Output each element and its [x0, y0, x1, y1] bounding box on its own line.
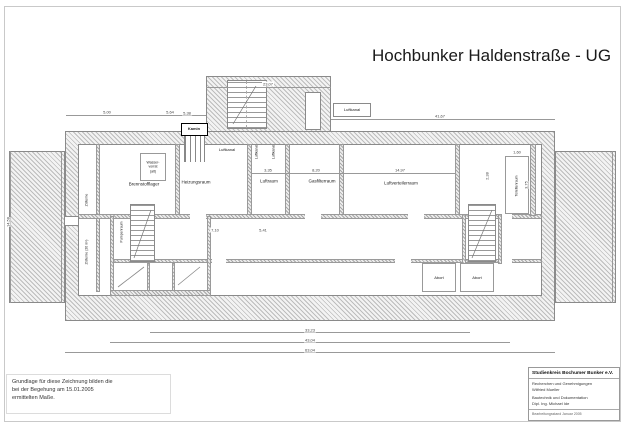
wasser-line3: (alt) — [149, 169, 157, 174]
dim-3-35: 3,35 — [264, 167, 272, 173]
dim-5-41: 5,41 — [259, 227, 267, 233]
wall-vert-1 — [247, 144, 252, 216]
wall-vert-2 — [285, 144, 290, 216]
dim-14-97: 14,97 — [394, 167, 406, 173]
wall-vert-4 — [455, 144, 460, 216]
page-title: Hochbunker Haldenstraße - UG — [372, 46, 612, 65]
wall-vert-brennstoff — [175, 144, 180, 216]
title-block-role2: Bautechnik und Dokumentation — [532, 395, 588, 400]
room-label-luftkanal-top: Luftkanal — [343, 106, 361, 112]
title-block-person1: Wilfried Mueller — [532, 387, 560, 392]
title-block-role1: Recherchen und Genehmigungen — [532, 381, 593, 386]
dim-7-10: 7,10 — [211, 227, 219, 233]
dim-1-60: 1,60 — [513, 149, 521, 155]
dim-8-20: 8,20 — [312, 167, 320, 173]
door-gap-1 — [190, 214, 206, 219]
room-label-pumpenraum: Pumpenraum — [119, 221, 124, 243]
note-line-3: ermittelten Maße. — [12, 394, 55, 401]
wall-stair-right-1 — [462, 214, 466, 264]
room-label-luftkanal-corridor: Luftkanal — [218, 146, 236, 152]
dim-63-04: 63,04 — [304, 347, 316, 353]
dim-23-07: 23,07 — [262, 81, 274, 87]
room-label-zisterne-unten: Zisterne (20 m³) — [84, 239, 89, 265]
dim-41-67: 41,67 — [434, 113, 446, 119]
dim-14-58: 14,58 — [5, 216, 11, 228]
title-block — [528, 367, 620, 421]
dim-2-38: 2,38 — [484, 172, 490, 180]
wasser-line1: Wasser- — [146, 160, 160, 165]
note-line-2: bei der Begehung am 15.01.2005 — [12, 386, 94, 393]
dim-33-23: 33,23 — [304, 327, 316, 333]
room-label-brennstofflager: Brennstofflager — [128, 181, 160, 187]
wasser-line2: vorrat — [148, 164, 158, 169]
dimline-left-vert-2 — [61, 151, 62, 303]
room-label-abort-2: Abort — [472, 274, 482, 280]
room-label-luftkanal-v1: Luftkanal — [254, 144, 259, 160]
room-label-kamin: Kamin — [187, 125, 201, 131]
entrance-duct — [305, 92, 321, 130]
room-label-heizungsraum: Heizungsraum — [181, 179, 211, 185]
left-wing-wall — [9, 151, 65, 303]
wall-lowroom-base — [110, 290, 211, 296]
wall-lowroom-div1 — [147, 263, 150, 292]
door-gap-2 — [305, 214, 321, 219]
wall-toiletten-right — [530, 144, 536, 216]
dim-5-38: 5,38 — [183, 110, 191, 116]
measurement-note — [6, 374, 171, 414]
right-staircase — [468, 204, 496, 262]
wall-lowroom-left — [110, 216, 114, 292]
dimline-right-vert — [612, 151, 613, 303]
room-label-abort-1: Abort — [434, 274, 444, 280]
title-block-org: Studienkreis Bochumer Bunker e.V. — [529, 368, 619, 379]
title-block-person2: Dipl. Ing. Michael Ide — [532, 401, 570, 406]
zisterne-connector — [64, 216, 79, 226]
title-block-stand: Bearbeitungsstand Januar 2005 — [529, 409, 619, 418]
room-label-zisterne-oben: Zisterne — [84, 193, 89, 207]
dimline-entrance — [206, 87, 331, 88]
chimney-flue — [184, 136, 205, 162]
door-gap-5 — [212, 259, 226, 263]
dimline-top-right — [331, 119, 555, 120]
right-wing-wall — [555, 151, 616, 303]
wall-lowroom-div2 — [172, 263, 175, 292]
room-label-wasser — [147, 160, 160, 173]
entrance-centerline — [246, 81, 247, 128]
room-label-luftraum: Luftraum — [260, 178, 278, 184]
dim-5-00: 5,00 — [103, 109, 111, 115]
note-line-1: Grundlage für diese Zeichnung bilden die — [12, 379, 113, 385]
dimline-rooms — [252, 173, 455, 174]
room-label-toilettenraum: Toilettenraum — [514, 175, 519, 197]
dim-3-75: 3,75 — [523, 181, 529, 189]
room-label-luftkanal-v2: Luftkanal — [271, 144, 276, 160]
left-staircase — [130, 204, 155, 262]
room-label-luftverteilerraum: Luftverteilerraum — [384, 180, 418, 186]
dim-43-04: 43,04 — [304, 337, 316, 343]
door-gap-6 — [395, 259, 411, 263]
door-gap-3 — [408, 214, 424, 219]
dim-5-64: 5,64 — [166, 109, 174, 115]
wall-vert-3 — [339, 144, 344, 216]
wall-stair-right-2 — [498, 214, 502, 264]
room-label-gasfilterraum: Gasfilterraum — [308, 178, 336, 184]
